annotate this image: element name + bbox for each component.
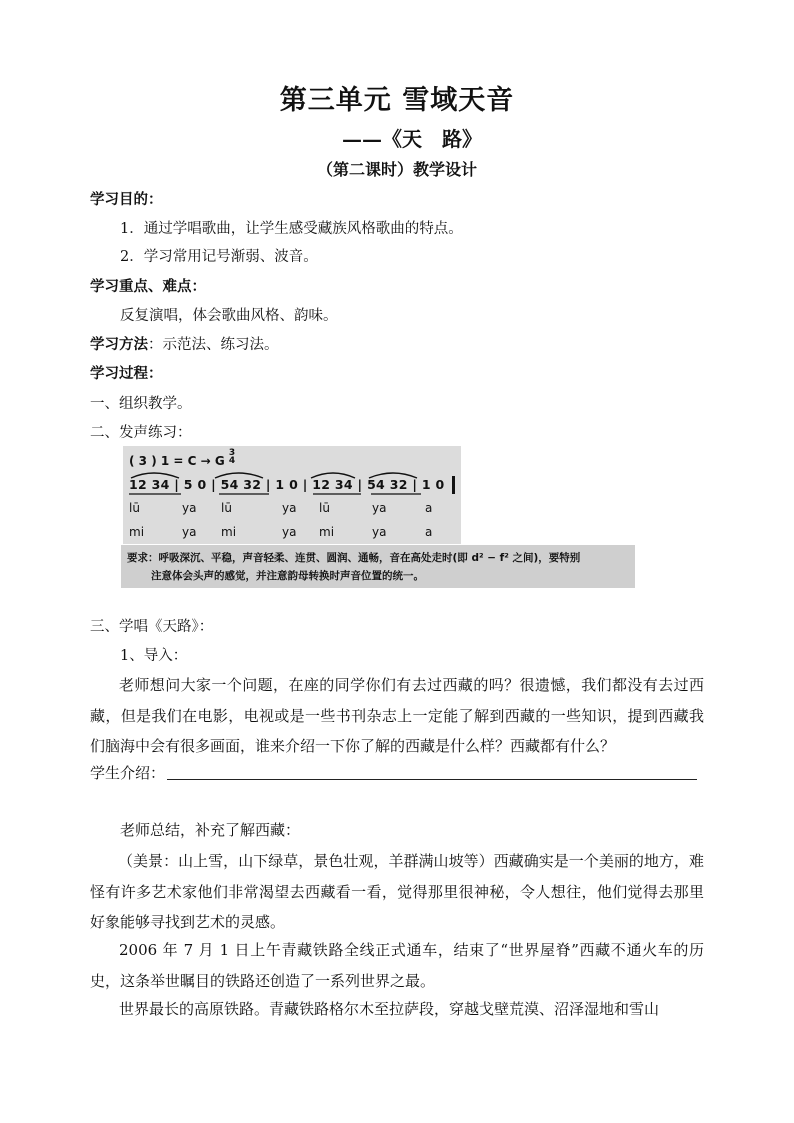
railway-paragraph: 2006 年 7 月 1 日上午青藏铁路全线正式通车，结束了“世界屋脊”西藏不通火车的历史，这条举世瞩目的铁路还创造了一系列世界之最。 <box>90 941 704 990</box>
method-line <box>90 335 279 355</box>
method-text: ：示范法、练习法。 <box>148 337 279 353</box>
student-intro-line <box>90 763 697 783</box>
vocal-exercise-score: ( 3 ) 1 = C → G 3 4 12 34 | 5 0 | 54 32 | 1 0 | 12 34 | 54 32 | 1 0 lū ya lū ya lū ya a mi ya mi ya mi ya a <box>123 446 461 544</box>
score-notes: 12 34 | 5 0 | 54 32 | 1 0 | 12 34 | 54 32 | 1 0 <box>129 477 445 492</box>
document-subtitle: ——《天 路》 <box>342 127 482 151</box>
process-heading: 学习过程： <box>90 365 163 382</box>
summary-line: 老师总结，补充了解西藏： <box>120 821 301 839</box>
step-3-1: 1、导入： <box>120 648 188 664</box>
exercise-requirement <box>121 545 635 588</box>
beam-underlines <box>123 492 461 498</box>
document-title: 第三单元 雪域天音 <box>279 85 515 116</box>
goal-item-2: 2．学习常用记号渐弱、波音。 <box>120 249 318 265</box>
record-paragraph: 世界最长的高原铁路。青藏铁路格尔木至拉萨段，穿越戈壁荒漠、沼泽湿地和雪山 <box>119 1000 660 1018</box>
intro-paragraph: 老师想问大家一个问题，在座的同学你们有去过西藏的吗？很遗憾，我们都没有去过西藏，但是我们在电影，电视或是一些书刊杂志上一定能了解到西藏的一些知识，提到西藏我们脑海中会有很多画面，谁来介绍一下你了解的西藏是什么样？西藏都有什么？ <box>90 676 704 755</box>
student-intro-label: 学生介绍： <box>90 764 166 782</box>
summary-paragraph: （美景：山上雪，山下绿草，景色壮观，羊群满山坡等）西藏确实是一个美丽的地方，难怪有许多艺术家他们非常渴望去西藏看一看，觉得那里很神秘，令人想往，他们觉得去那里好象能够寻找到艺术的灵感。 <box>90 852 704 931</box>
focus-text: 反复演唱，体会歌曲风格、韵味。 <box>120 308 338 324</box>
goal-item-1: 1．通过学唱歌曲，让学生感受藏族风格歌曲的特点。 <box>120 221 463 237</box>
step-2: 二、发声练习： <box>90 425 192 441</box>
step-3: 三、学唱《天路》： <box>90 619 214 635</box>
final-barline <box>452 476 455 494</box>
method-heading: 学习方法 <box>90 336 148 353</box>
score-key: ( 3 ) 1 = C → G <box>129 454 225 468</box>
time-signature: 3 4 <box>228 448 236 466</box>
lesson-label: （第二课时）教学设计 <box>316 160 477 179</box>
step-1: 一、组织教学。 <box>90 396 192 412</box>
score-key-line <box>129 449 235 468</box>
requirement-line-1: 要求：呼吸深沉、平稳，声音轻柔、连贯、圆润、通畅，音在高处走时(即 d² − f² 之间)，要特别 <box>127 552 581 564</box>
student-intro-blank <box>167 763 697 780</box>
requirement-line-2: 注意体会头声的感觉，并注意韵母转换时声音位置的统一。 <box>151 570 424 582</box>
goals-heading: 学习目的： <box>90 191 163 208</box>
focus-heading: 学习重点、难点： <box>90 278 206 295</box>
